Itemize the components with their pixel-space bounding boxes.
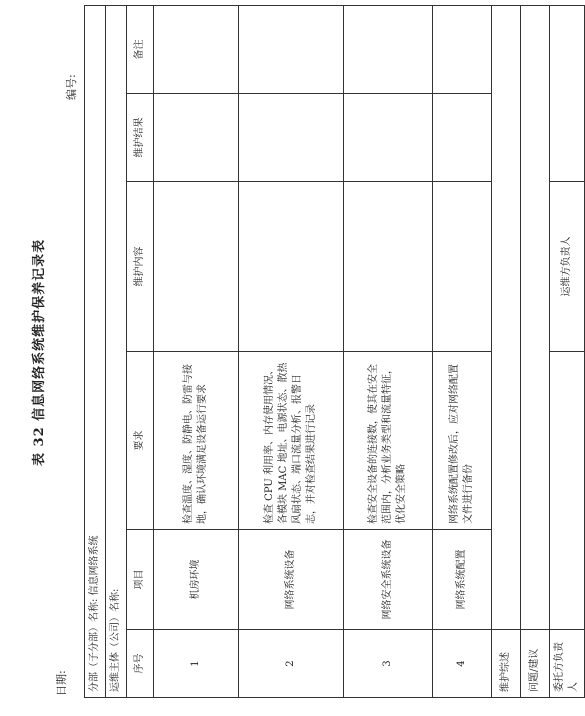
table-row bbox=[433, 5, 492, 697]
remark-cell[interactable] bbox=[433, 5, 492, 93]
date-label: 日期: bbox=[55, 670, 68, 696]
row-requirement: 检查温度、湿度、防静电、防雷与接地，确认环境满足设备运行要求 bbox=[154, 352, 239, 530]
col-header-content: 维护内容 bbox=[127, 182, 154, 352]
remark-cell[interactable] bbox=[344, 5, 433, 93]
division-row bbox=[85, 5, 106, 697]
row-number: 4 bbox=[433, 630, 492, 698]
row-requirement: 网络系统配置修改后，应对网络配置文件进行备份 bbox=[433, 352, 492, 530]
col-header-no: 序号 bbox=[127, 630, 154, 698]
header-row bbox=[127, 5, 154, 697]
maintenance-content-cell[interactable] bbox=[344, 182, 433, 352]
row-number: 3 bbox=[344, 630, 433, 698]
operator-signature-field[interactable] bbox=[550, 5, 585, 181]
row-number: 2 bbox=[239, 630, 344, 698]
table-row bbox=[344, 5, 433, 697]
col-header-result: 维护结果 bbox=[127, 94, 154, 182]
signature-row bbox=[550, 5, 585, 697]
operator-label: 运维主体（公司）名称: bbox=[106, 5, 127, 697]
table-row bbox=[154, 5, 239, 697]
maintenance-record-table bbox=[84, 5, 585, 698]
table-row bbox=[239, 5, 344, 697]
col-header-item: 项目 bbox=[127, 530, 154, 630]
maintenance-content-cell[interactable] bbox=[433, 182, 492, 352]
col-header-remark: 备注 bbox=[127, 5, 154, 93]
client-signature-field[interactable] bbox=[550, 352, 585, 630]
maintenance-result-cell[interactable] bbox=[154, 94, 239, 182]
summary-label: 维护综述 bbox=[492, 630, 521, 698]
col-header-requirement: 要求 bbox=[127, 352, 154, 530]
issues-field[interactable] bbox=[521, 5, 550, 629]
issues-row bbox=[521, 5, 550, 697]
row-item: 机房环境 bbox=[154, 530, 239, 630]
issues-label: 问题/建议 bbox=[521, 630, 550, 698]
row-requirement: 检查安全设备的连接数，使其在安全范围内，分析业务类型和流量特征，优化安全策略 bbox=[344, 352, 433, 530]
serial-number-label: 编号: bbox=[65, 74, 78, 100]
row-item: 网络安全系统设备 bbox=[344, 530, 433, 630]
maintenance-result-cell[interactable] bbox=[433, 94, 492, 182]
maintenance-content-cell[interactable] bbox=[239, 182, 344, 352]
row-item: 网络系统设备 bbox=[239, 530, 344, 630]
remark-cell[interactable] bbox=[239, 5, 344, 93]
maintenance-result-cell[interactable] bbox=[344, 94, 433, 182]
client-signatory-label: 委托方负责人 bbox=[550, 630, 585, 698]
operator-row bbox=[106, 5, 127, 697]
maintenance-content-cell[interactable] bbox=[154, 182, 239, 352]
division-label: 分部（子分部）名称: 信息网络系统 bbox=[85, 5, 106, 697]
summary-field[interactable] bbox=[492, 5, 521, 629]
form-title: 表 32 信息网络系统维护保养记录表 bbox=[32, 238, 47, 466]
remark-cell[interactable] bbox=[154, 5, 239, 93]
row-requirement: 检查 CPU 利用率、内存使用情况、各模块 MAC 地址、电源状态、散热风扇状态、端口流量分析、报警日志，并对检查结果进行记录 bbox=[239, 352, 344, 530]
summary-row bbox=[492, 5, 521, 697]
row-number: 1 bbox=[154, 630, 239, 698]
operator-signatory-label: 运维方负责人 bbox=[550, 182, 585, 352]
maintenance-result-cell[interactable] bbox=[239, 94, 344, 182]
row-item: 网络系统配置 bbox=[433, 530, 492, 630]
